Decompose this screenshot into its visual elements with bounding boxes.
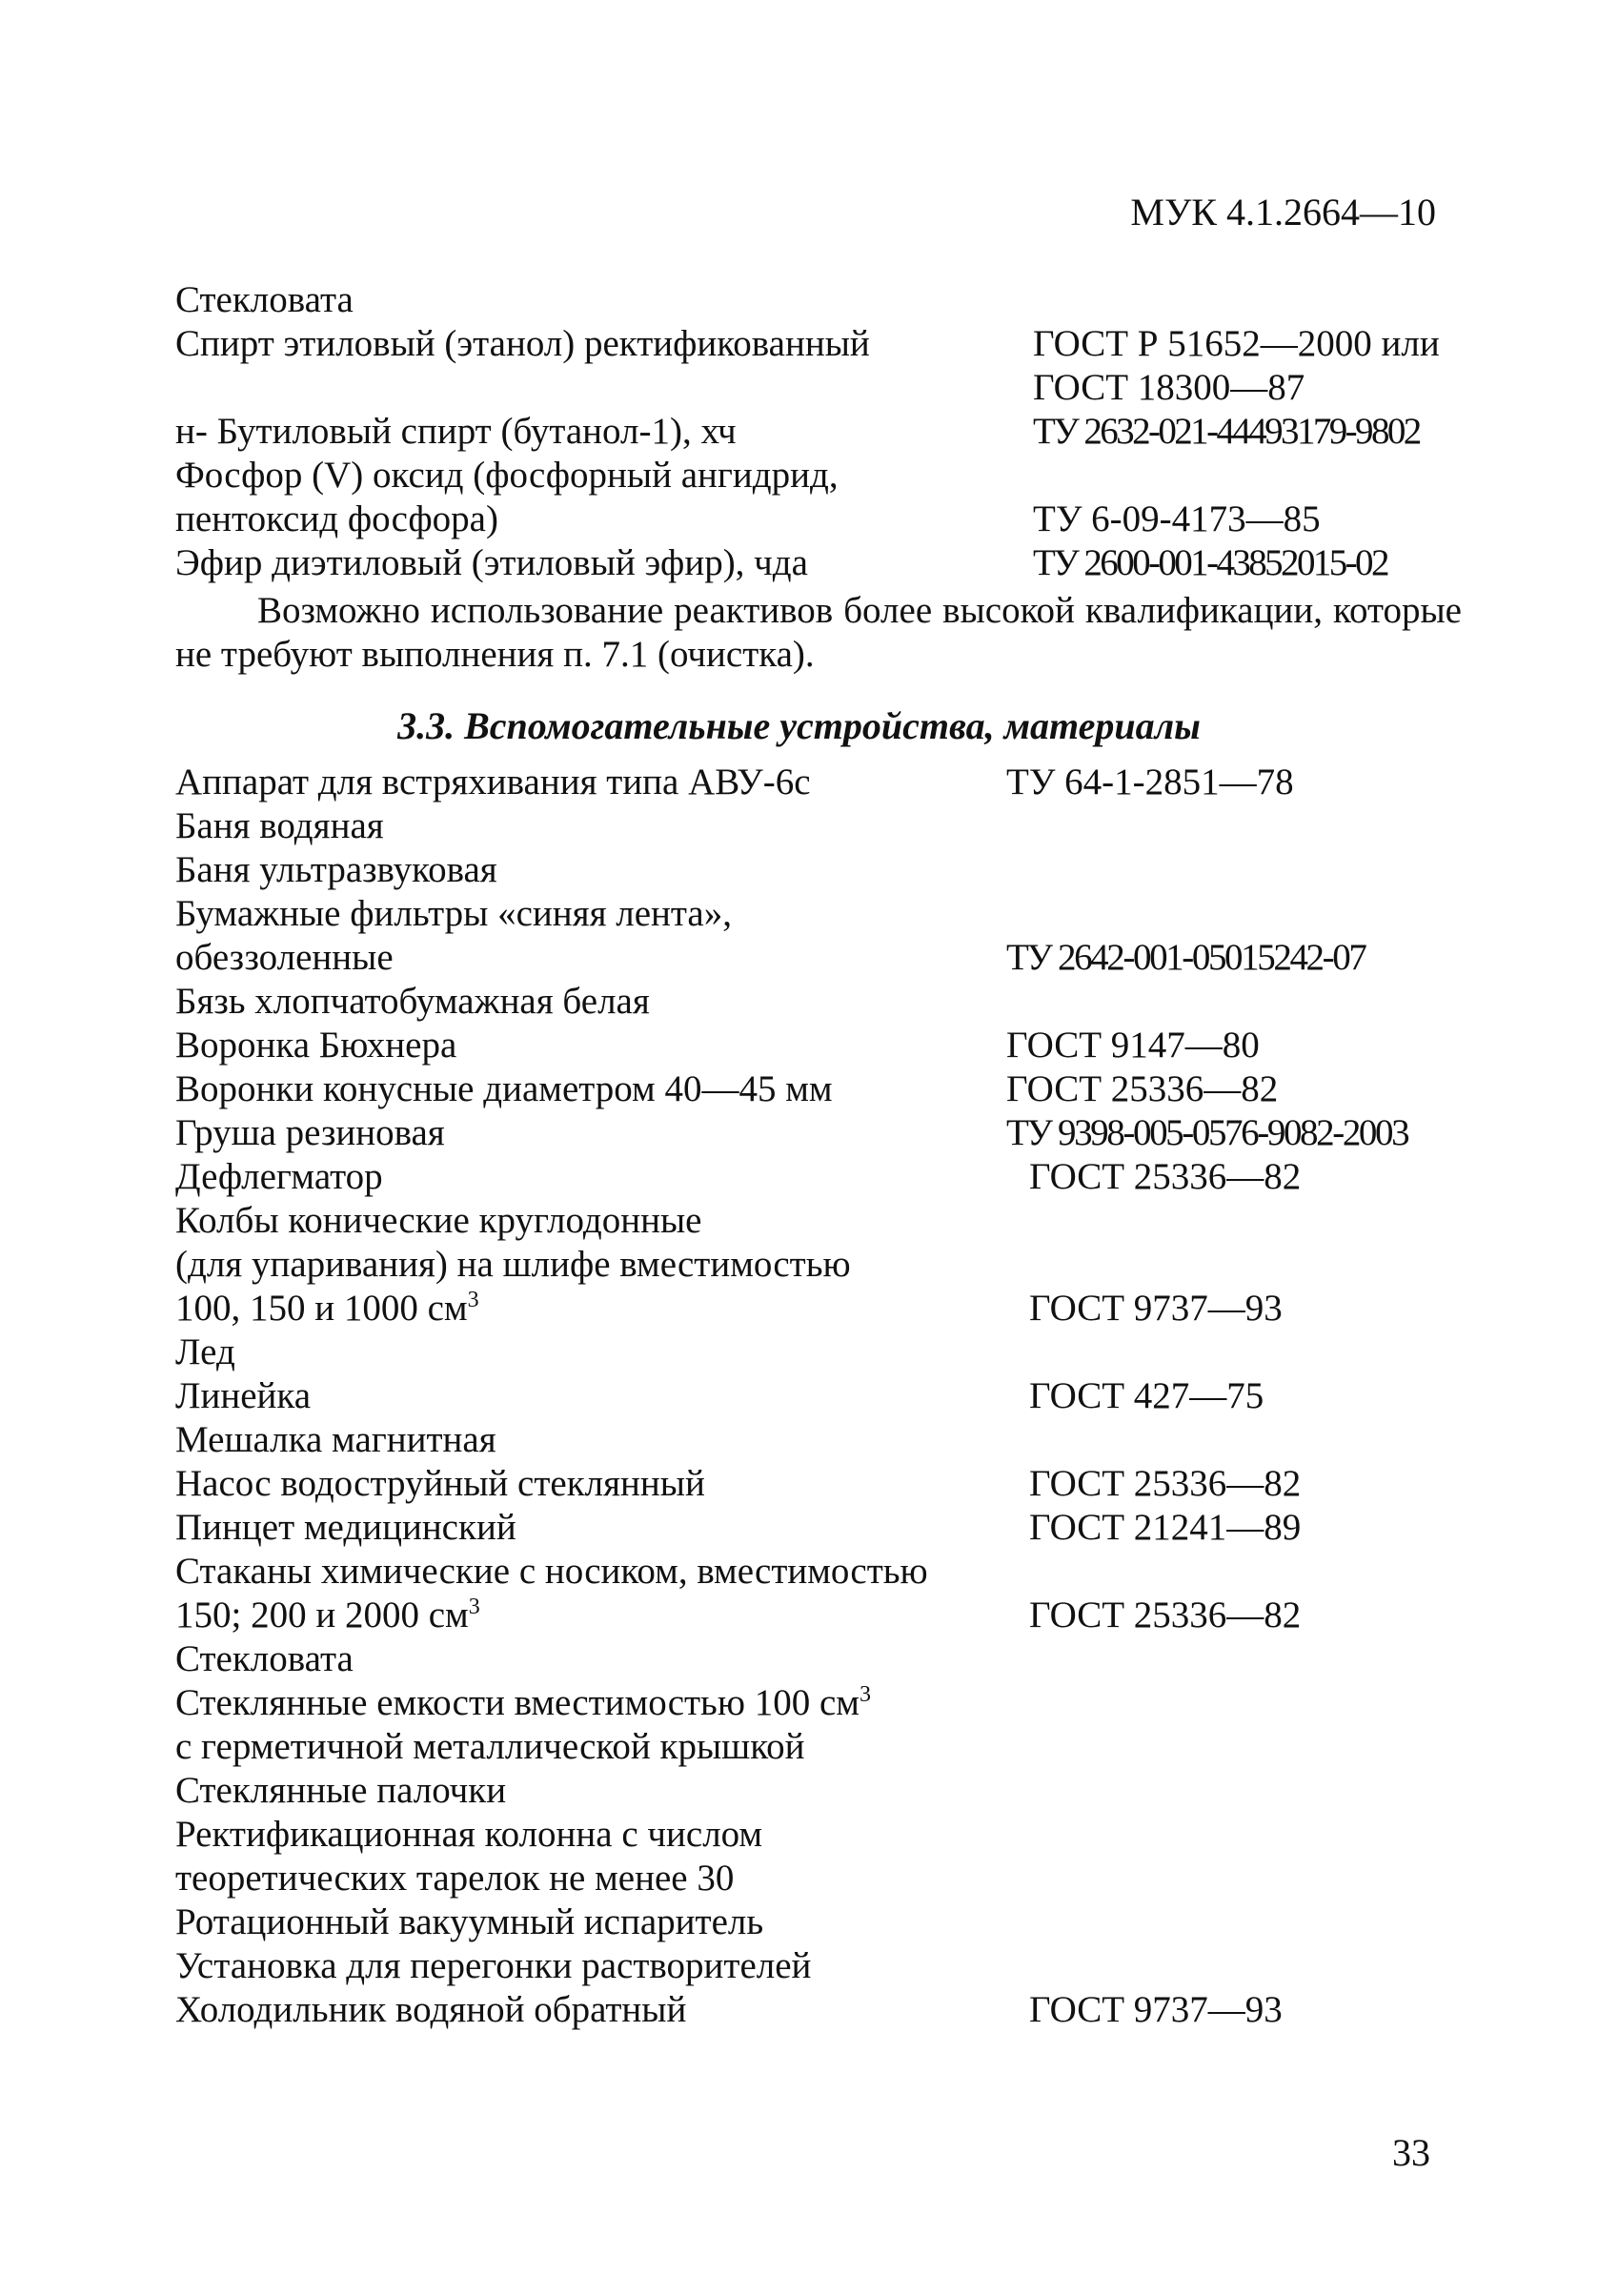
document-code: МУК 4.1.2664—10	[1130, 191, 1436, 234]
material-row	[175, 1769, 1462, 1813]
reagent-row	[175, 541, 1462, 585]
material-name: Стаканы химические с носиком, вместимостью	[175, 1551, 928, 1592]
material-name: Баня ультразвуковая	[175, 849, 497, 890]
material-row	[175, 1243, 1462, 1287]
material-row	[175, 1857, 1462, 1900]
material-standard: ГОСТ 9737—93	[1029, 1989, 1283, 2030]
reagent-name: Фосфор (V) оксид (фосфорный ангидрид,	[175, 455, 839, 496]
materials-list	[175, 761, 1462, 2032]
qualification-note: Возможно использование реактивов более высокой квалификации, которые не требуют выполнения п. 7.1 (очистка).	[175, 590, 1462, 675]
material-name: теоретических тарелок не менее 30	[175, 1858, 735, 1899]
material-name: Линейка	[175, 1375, 312, 1416]
material-name: Бумажные фильтры «синяя лента»,	[175, 893, 732, 934]
reagent-row	[175, 366, 1462, 410]
reagent-name: пентоксид фосфора)	[175, 498, 498, 539]
material-name: Лед	[175, 1331, 235, 1372]
unit-superscript: 3	[468, 1595, 480, 1619]
material-row	[175, 1681, 1462, 1725]
reagent-row	[175, 322, 1462, 366]
material-row	[175, 1155, 1462, 1199]
material-name: Груша резиновая	[175, 1112, 445, 1153]
reagent-name: Эфир диэтиловый (этиловый эфир), чда	[175, 542, 808, 583]
material-name: Баня водяная	[175, 805, 384, 846]
reagent-name: н- Бутиловый спирт (бутанол-1), хч	[175, 411, 737, 452]
reagent-row	[175, 454, 1462, 498]
material-row	[175, 1506, 1462, 1550]
material-standard: ТУ 64-1-2851—78	[1006, 762, 1294, 803]
material-standard: ГОСТ 427—75	[1029, 1375, 1264, 1416]
material-standard: ГОСТ 25336—82	[1006, 1068, 1279, 1109]
reagent-standard: ГОСТ Р 51652—2000 или	[1033, 323, 1440, 364]
material-standard: ГОСТ 9147—80	[1006, 1025, 1260, 1066]
material-standard: ГОСТ 21241—89	[1029, 1507, 1302, 1548]
material-row	[175, 1900, 1462, 1944]
reagent-standard: ГОСТ 18300—87	[1033, 367, 1305, 408]
material-row	[175, 1725, 1462, 1769]
material-name: Пинцет медицинский	[175, 1507, 516, 1548]
material-row	[175, 1067, 1462, 1111]
material-row	[175, 1637, 1462, 1681]
material-name: Колбы конические круглодонные	[175, 1200, 702, 1241]
section-title: 3.3. Вспомогательные устройства, материалы	[397, 704, 1201, 747]
material-name: 100, 150 и 1000 см	[175, 1288, 468, 1329]
material-name: Насос водоструйный стеклянный	[175, 1463, 705, 1504]
material-name: Воронка Бюхнера	[175, 1025, 457, 1066]
material-standard: ГОСТ 9737—93	[1029, 1288, 1283, 1329]
material-name: Мешалка магнитная	[175, 1419, 496, 1460]
material-row	[175, 1418, 1462, 1462]
material-row	[175, 1462, 1462, 1506]
material-standard: ТУ 2642-001-05015242-07	[1006, 937, 1365, 978]
material-standard: ГОСТ 25336—82	[1029, 1463, 1302, 1504]
reagent-standard: ТУ 6-09-4173—85	[1033, 498, 1321, 539]
material-name: Бязь хлопчатобумажная белая	[175, 981, 650, 1022]
material-name: 150; 200 и 2000 см	[175, 1595, 469, 1636]
material-standard: ГОСТ 25336—82	[1029, 1156, 1302, 1197]
material-row	[175, 1550, 1462, 1594]
material-row	[175, 1199, 1462, 1243]
reagent-row	[175, 410, 1462, 454]
material-name: Ректификационная колонна с числом	[175, 1814, 763, 1855]
reagents-list	[175, 278, 1462, 585]
material-name: Ротационный вакуумный испаритель	[175, 1901, 764, 1942]
reagent-row	[175, 278, 1462, 322]
material-row	[175, 848, 1462, 892]
material-row	[175, 1944, 1462, 1988]
reagent-standard: ТУ 2632-021-44493179-9802	[1033, 411, 1420, 452]
material-name: Установка для перегонки растворителей	[175, 1945, 812, 1986]
material-row	[175, 1111, 1462, 1155]
material-row	[175, 1594, 1462, 1637]
material-row	[175, 892, 1462, 936]
material-name: Дефлегматор	[175, 1156, 383, 1197]
material-row	[175, 980, 1462, 1024]
material-name: (для упаривания) на шлифе вместимостью	[175, 1244, 851, 1285]
material-name-with-unit	[175, 1594, 480, 1637]
material-name: обеззоленные	[175, 937, 394, 978]
material-row	[175, 761, 1462, 804]
material-row	[175, 1813, 1462, 1857]
material-name: Стекловата	[175, 1638, 354, 1679]
material-name: Стеклянные палочки	[175, 1770, 507, 1811]
material-standard: ТУ 9398-005-0576-9082-2003	[1006, 1112, 1408, 1153]
reagent-name: Спирт этиловый (этанол) ректификованный	[175, 323, 870, 364]
material-row	[175, 804, 1462, 848]
material-name-with-unit	[175, 1681, 871, 1725]
material-name: Воронки конусные диаметром 40—45 мм	[175, 1068, 833, 1109]
reagent-name: Стекловата	[175, 279, 354, 320]
material-row	[175, 1988, 1462, 2032]
material-name: Стеклянные емкости вместимостью 100 см	[175, 1682, 860, 1723]
material-name: Холодильник водяной обратный	[175, 1989, 687, 2030]
material-name: Аппарат для встряхивания типа АВУ-6с	[175, 762, 811, 803]
material-row	[175, 936, 1462, 980]
unit-superscript: 3	[467, 1288, 479, 1312]
page-number: 33	[1392, 2131, 1430, 2174]
material-row	[175, 1287, 1462, 1331]
reagent-row	[175, 498, 1462, 541]
material-row	[175, 1024, 1462, 1067]
reagent-standard: ТУ 2600-001-43852015-02	[1033, 542, 1387, 583]
material-row	[175, 1331, 1462, 1374]
material-name: с герметичной металлической крышкой	[175, 1726, 805, 1767]
material-standard: ГОСТ 25336—82	[1029, 1595, 1302, 1636]
material-name-with-unit	[175, 1287, 479, 1331]
material-row	[175, 1374, 1462, 1418]
unit-superscript: 3	[859, 1682, 871, 1707]
